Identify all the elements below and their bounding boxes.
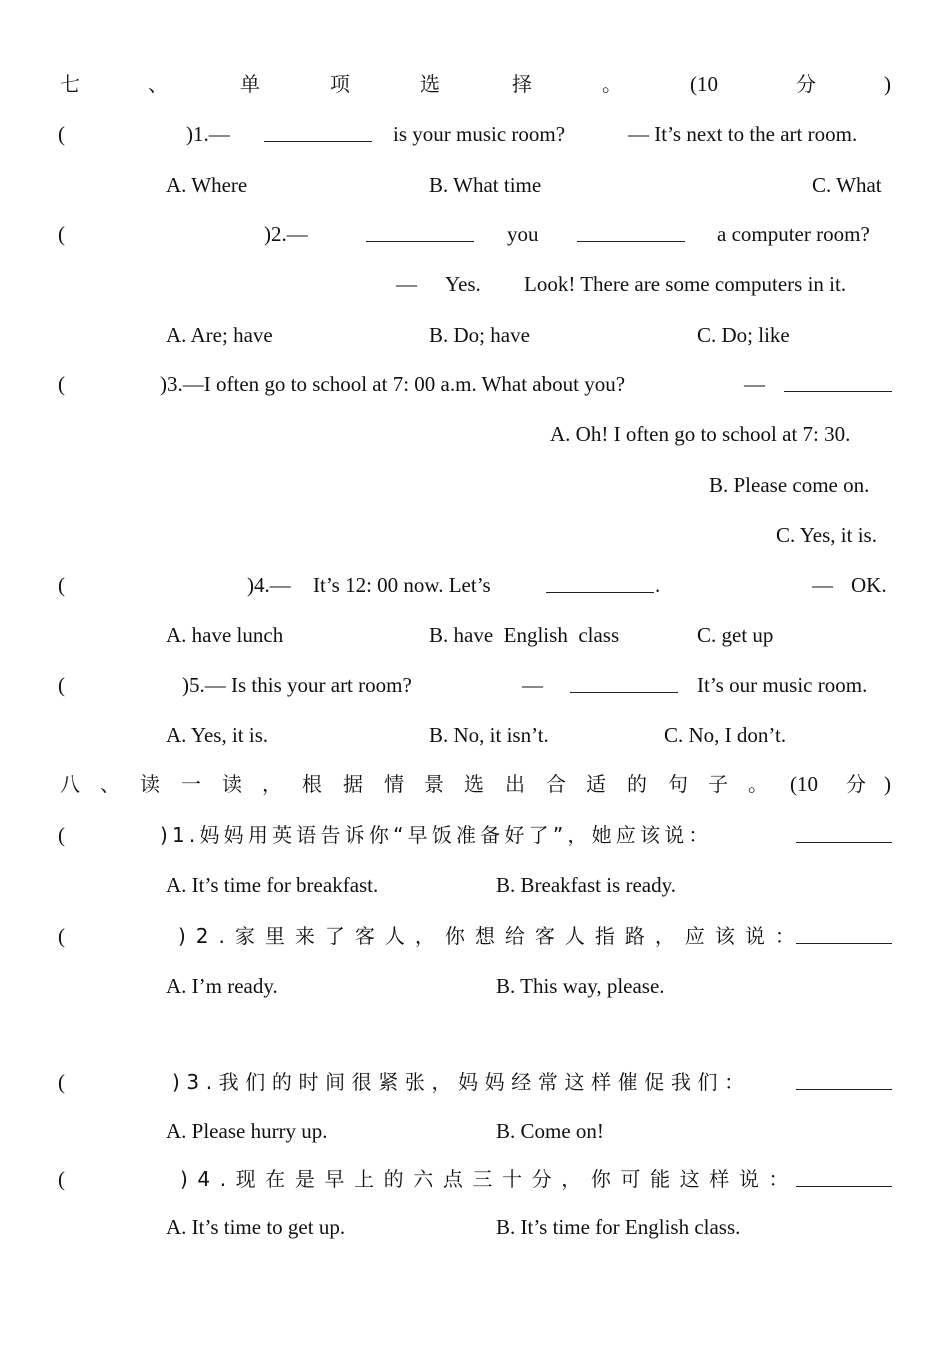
- fill-blank[interactable]: [796, 923, 892, 950]
- title-char: 择: [512, 72, 532, 96]
- question-text: It’s 12: 00 now. Let’s: [313, 573, 491, 597]
- answer-text: It’s our music room.: [697, 673, 868, 697]
- question-text: is your music room?: [393, 122, 566, 146]
- fill-blank[interactable]: [577, 221, 685, 248]
- answer-text: — It’s next to the art room.: [628, 122, 858, 146]
- question-number: )4.—: [247, 573, 291, 597]
- title-char: 根: [302, 772, 322, 796]
- question-text: )3.—I often go to school at 7: 00 a.m. What about you?: [160, 372, 626, 396]
- option-a[interactable]: A. Please hurry up.: [166, 1119, 328, 1143]
- option-b[interactable]: B. It’s time for English class.: [496, 1215, 741, 1239]
- title-char: 读: [222, 772, 242, 796]
- title-char: 七: [60, 72, 80, 96]
- title-score: (10: [790, 772, 818, 796]
- question-number: )2.—: [264, 222, 308, 246]
- option-b[interactable]: B. This way, please.: [496, 974, 665, 998]
- fill-blank[interactable]: [784, 371, 892, 398]
- answer-text: OK.: [851, 573, 887, 597]
- option-b[interactable]: B. Please come on.: [709, 473, 870, 497]
- option-a[interactable]: A. Oh! I often go to school at 7: 30.: [550, 422, 851, 446]
- answer-paren: (: [58, 122, 65, 146]
- title-char: 项: [330, 72, 350, 96]
- option-a[interactable]: A. It’s time for breakfast.: [166, 873, 379, 897]
- option-a[interactable]: A. It’s time to get up.: [166, 1215, 346, 1239]
- title-char: 八: [60, 772, 80, 796]
- answer-paren: (: [58, 673, 65, 697]
- title-char: 、: [100, 772, 120, 796]
- dash: —: [744, 372, 765, 396]
- option-c[interactable]: C. No, I don’t.: [664, 723, 787, 747]
- answer-text: Look! There are some computers in it.: [524, 272, 847, 296]
- title-char: 句: [668, 772, 688, 796]
- question-text: a computer room?: [717, 222, 870, 246]
- option-a[interactable]: A. Yes, it is.: [166, 723, 269, 747]
- title-char: 子: [708, 772, 728, 796]
- question-text: )5.— Is this your art room?: [182, 673, 412, 697]
- answer-text: Yes.: [445, 272, 481, 296]
- option-b[interactable]: B. Breakfast is ready.: [496, 873, 676, 897]
- title-char: 选: [420, 72, 440, 96]
- title-char: 读: [140, 772, 160, 796]
- question-text: you: [507, 222, 539, 246]
- fill-blank[interactable]: [546, 572, 654, 599]
- question-text: )1.妈妈用英语告诉你“早饭准备好了”，她应该说：: [160, 823, 713, 847]
- option-b[interactable]: B. have English class: [429, 623, 620, 647]
- fill-blank[interactable]: [264, 121, 372, 148]
- option-b[interactable]: B. Do; have: [429, 323, 530, 347]
- dash: —: [812, 573, 833, 597]
- title-char: 选: [464, 772, 484, 796]
- title-char: 分: [846, 772, 866, 796]
- question-text: )2.家里来了客人，你想给客人指路，应该说：: [178, 924, 805, 948]
- title-char: 分: [796, 72, 816, 96]
- title-char: 适: [586, 772, 606, 796]
- title-char: 情: [384, 772, 404, 796]
- option-c[interactable]: C. Do; like: [697, 323, 790, 347]
- dash: —: [522, 673, 543, 697]
- title-char: ): [884, 72, 891, 96]
- answer-paren: (: [58, 924, 65, 948]
- answer-paren: (: [58, 823, 65, 847]
- title-char: 。: [748, 772, 768, 796]
- option-c[interactable]: C. get up: [697, 623, 774, 647]
- period: .: [655, 573, 661, 597]
- answer-paren: (: [58, 222, 65, 246]
- option-b[interactable]: B. Come on!: [496, 1119, 604, 1143]
- fill-blank[interactable]: [796, 822, 892, 849]
- option-b[interactable]: B. No, it isn’t.: [429, 723, 549, 747]
- option-b[interactable]: B. What time: [429, 173, 542, 197]
- title-char: 一: [181, 772, 201, 796]
- question-text: )3.我们的时间很紧张，妈妈经常这样催促我们：: [172, 1070, 751, 1094]
- option-a[interactable]: A. I’m ready.: [166, 974, 278, 998]
- option-c[interactable]: C. What: [812, 173, 882, 197]
- fill-blank[interactable]: [796, 1069, 892, 1096]
- question-number: )1.—: [186, 122, 230, 146]
- fill-blank[interactable]: [366, 221, 474, 248]
- question-text: )4.现在是早上的六点三十分，你可能这样说：: [180, 1167, 799, 1191]
- option-a[interactable]: A. Are; have: [166, 323, 273, 347]
- title-char: 据: [343, 772, 363, 796]
- answer-paren: (: [58, 1167, 65, 1191]
- title-score: (10: [690, 72, 718, 96]
- title-char: ): [884, 772, 891, 796]
- title-char: 单: [240, 72, 260, 96]
- fill-blank[interactable]: [796, 1166, 892, 1193]
- title-char: 的: [627, 772, 647, 796]
- answer-paren: (: [58, 573, 65, 597]
- dash: —: [396, 272, 417, 296]
- title-char: 合: [546, 772, 566, 796]
- title-char: ，: [262, 772, 282, 796]
- fill-blank[interactable]: [570, 672, 678, 699]
- title-char: 景: [424, 772, 444, 796]
- answer-paren: (: [58, 372, 65, 396]
- title-char: 出: [505, 772, 525, 796]
- option-a[interactable]: A. Where: [166, 173, 248, 197]
- answer-paren: (: [58, 1070, 65, 1094]
- title-char: 、: [148, 72, 168, 96]
- option-c[interactable]: C. Yes, it is.: [776, 523, 877, 547]
- option-a[interactable]: A. have lunch: [166, 623, 284, 647]
- title-char: 。: [602, 72, 622, 96]
